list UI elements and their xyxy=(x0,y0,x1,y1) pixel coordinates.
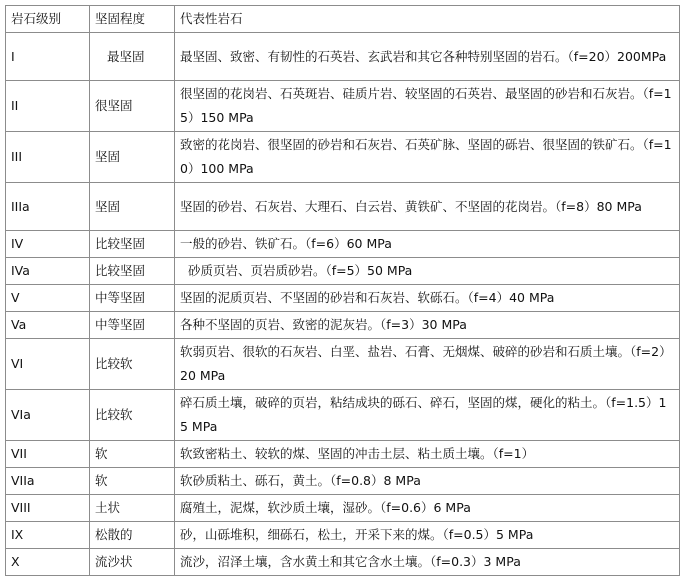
table-row xyxy=(6,312,680,339)
description-cell: 坚固的泥质页岩、不坚固的砂岩和石灰岩、软砾石。（f=4）40 MPa xyxy=(175,285,680,312)
firmness-cell: 比较软 xyxy=(90,390,175,441)
rock-level-cell: II xyxy=(6,81,90,132)
header-level: 岩石级别 xyxy=(6,6,90,33)
firmness-cell: 中等坚固 xyxy=(90,285,175,312)
rock-level-cell: V xyxy=(6,285,90,312)
description-cell: 软致密粘土、较软的煤、坚固的冲击土层、粘土质土壤。（f=1） xyxy=(175,441,680,468)
firmness-cell: 很坚固 xyxy=(90,81,175,132)
firmness-cell: 松散的 xyxy=(90,522,175,549)
table-row xyxy=(6,258,680,285)
firmness-cell: 软 xyxy=(90,441,175,468)
description-cell: 最坚固、致密、有韧性的石英岩、玄武岩和其它各种特别坚固的岩石。（f=20）200MPa xyxy=(175,33,680,81)
header-row xyxy=(6,6,680,33)
firmness-cell: 软 xyxy=(90,468,175,495)
firmness-cell: 比较坚固 xyxy=(90,231,175,258)
rock-level-cell: Va xyxy=(6,312,90,339)
rock-level-cell: VII xyxy=(6,441,90,468)
rock-level-cell: VIII xyxy=(6,495,90,522)
rock-level-cell: IVa xyxy=(6,258,90,285)
rock-level-cell: X xyxy=(6,549,90,576)
table-row xyxy=(6,33,680,81)
rock-level-cell: IV xyxy=(6,231,90,258)
header-description: 代表性岩石 xyxy=(175,6,680,33)
rock-level-cell: III xyxy=(6,132,90,183)
table-row xyxy=(6,390,680,441)
description-cell: 砂，山砾堆积，细砾石，松土，开采下来的煤。（f=0.5）5 MPa xyxy=(175,522,680,549)
rock-level-cell: I xyxy=(6,33,90,81)
firmness-cell: 比较软 xyxy=(90,339,175,390)
description-cell: 各种不坚固的页岩、致密的泥灰岩。（f=3）30 MPa xyxy=(175,312,680,339)
description-cell: 碎石质土壤，破碎的页岩，粘结成块的砾石、碎石，坚固的煤，硬化的粘土。（f=1.5）15 MPa xyxy=(175,390,680,441)
rock-level-cell: VI xyxy=(6,339,90,390)
description-cell: 软砂质粘土、砾石，黄土。（f=0.8）8 MPa xyxy=(175,468,680,495)
firmness-cell: 中等坚固 xyxy=(90,312,175,339)
table-body xyxy=(6,6,680,576)
table-row xyxy=(6,183,680,231)
firmness-cell: 最坚固 xyxy=(90,33,175,81)
rock-level-cell: IX xyxy=(6,522,90,549)
firmness-cell: 坚固 xyxy=(90,183,175,231)
description-cell: 坚固的砂岩、石灰岩、大理石、白云岩、黄铁矿、不坚固的花岗岩。（f=8）80 MPa xyxy=(175,183,680,231)
rock-level-cell: VIa xyxy=(6,390,90,441)
description-cell: 一般的砂岩、铁矿石。（f=6）60 MPa xyxy=(175,231,680,258)
rock-classification-table xyxy=(5,5,680,576)
table-row xyxy=(6,285,680,312)
firmness-cell: 流沙状 xyxy=(90,549,175,576)
rock-level-cell: VIIa xyxy=(6,468,90,495)
firmness-cell: 坚固 xyxy=(90,132,175,183)
table-row xyxy=(6,81,680,132)
description-cell: 很坚固的花岗岩、石英斑岩、硅质片岩、较坚固的石英岩、最坚固的砂岩和石灰岩。（f=15）150 MPa xyxy=(175,81,680,132)
description-cell: 砂质页岩、页岩质砂岩。（f=5）50 MPa xyxy=(175,258,680,285)
header-degree: 坚固程度 xyxy=(90,6,175,33)
table-row xyxy=(6,231,680,258)
description-cell: 流沙，沼泽土壤，含水黄土和其它含水土壤。（f=0.3）3 MPa xyxy=(175,549,680,576)
description-cell: 腐殖土，泥煤，软沙质土壤，湿砂。（f=0.6）6 MPa xyxy=(175,495,680,522)
description-cell: 软弱页岩、很软的石灰岩、白垩、盐岩、石膏、无烟煤、破碎的砂岩和石质土壤。（f=2）20 MPa xyxy=(175,339,680,390)
rock-level-cell: IIIa xyxy=(6,183,90,231)
firmness-cell: 比较坚固 xyxy=(90,258,175,285)
table-row xyxy=(6,495,680,522)
description-cell: 致密的花岗岩、很坚固的砂岩和石灰岩、石英矿脉、坚固的砾岩、很坚固的铁矿石。（f=10）100 MPa xyxy=(175,132,680,183)
firmness-cell: 土状 xyxy=(90,495,175,522)
table-row xyxy=(6,522,680,549)
table-row xyxy=(6,339,680,390)
table-row xyxy=(6,549,680,576)
table-row xyxy=(6,132,680,183)
table-row xyxy=(6,468,680,495)
table-row xyxy=(6,441,680,468)
